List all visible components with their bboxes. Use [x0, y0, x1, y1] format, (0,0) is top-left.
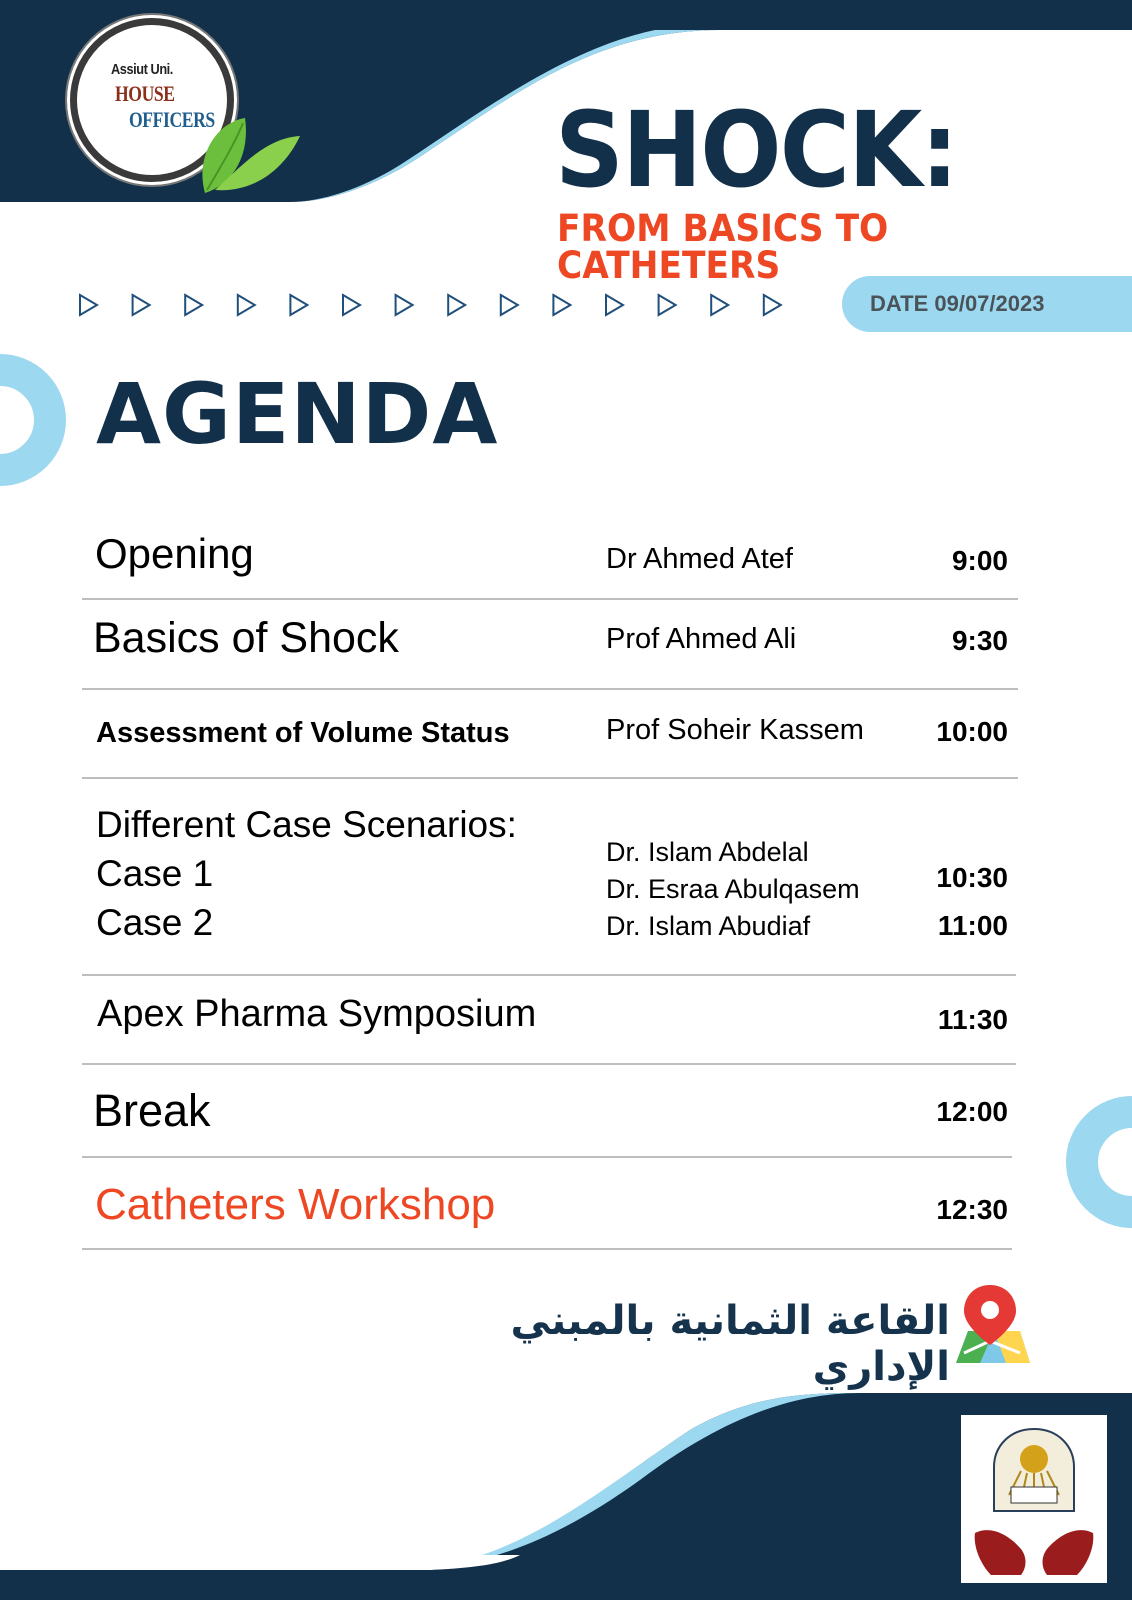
house-officers-logo: [70, 18, 310, 188]
event-subtitle: FROM BASICS TO CATHETERS: [557, 207, 889, 287]
row-divider: [82, 1063, 1016, 1065]
agenda-time: 12:30: [936, 1194, 1008, 1225]
agenda-speaker: Dr. Islam Abudiaf: [606, 911, 811, 941]
agenda-time: 11:30: [937, 1004, 1008, 1035]
assiut-university-badge: [958, 1412, 1110, 1586]
leaf-icon: [185, 98, 305, 198]
triangle-right-icon: [133, 295, 150, 315]
triangle-right-icon: [501, 295, 518, 315]
agenda-speaker: Dr. Islam Abdelal: [606, 837, 809, 867]
agenda-topic-line: Case 2: [96, 902, 214, 943]
agenda-time: 11:00: [937, 910, 1008, 941]
agenda-topic: Break: [93, 1085, 211, 1136]
agenda-speakers: [606, 834, 860, 945]
row-divider: [82, 777, 1018, 779]
triangle-right-icon: [606, 295, 623, 315]
event-location: القاعة الثمانية بالمبني الإداري: [510, 1298, 950, 1390]
event-date: DATE 09/07/2023: [870, 291, 1045, 316]
triangle-right-icon: [553, 295, 570, 315]
agenda-topic: Basics of Shock: [93, 614, 399, 662]
university-seal-icon: [961, 1415, 1107, 1583]
row-divider: [82, 688, 1018, 690]
agenda-heading: AGENDA: [96, 365, 499, 463]
row-divider: [82, 1156, 1012, 1158]
triangle-right-icon: [711, 295, 728, 315]
agenda-time: 10:30: [936, 862, 1008, 893]
agenda-topic: Assessment of Volume Status: [96, 717, 510, 749]
triangle-right-icon: [396, 295, 413, 315]
row-divider: [82, 598, 1018, 600]
triangle-right-icon: [185, 295, 202, 315]
map-pin-icon: [950, 1283, 1034, 1367]
triangle-right-icon: [659, 295, 676, 315]
agenda-topic-line: Case 1: [96, 853, 214, 894]
agenda-time: 9:30: [951, 625, 1008, 656]
decorative-arrow-row: [78, 290, 798, 320]
event-title: SHOCK:: [555, 89, 957, 211]
triangle-right-icon: [343, 295, 360, 315]
row-divider: [82, 974, 1016, 976]
agenda-time: 10:00: [936, 716, 1008, 747]
agenda-time: 12:00: [936, 1096, 1008, 1127]
agenda-time: 9:00: [951, 545, 1008, 576]
logo-line-1: Assiut Uni.: [111, 61, 173, 78]
triangle-right-icon: [448, 295, 465, 315]
agenda-speaker: Dr. Esraa Abulqasem: [606, 874, 860, 904]
agenda-topic-line: Different Case Scenarios:: [96, 804, 517, 845]
agenda-topic: Apex Pharma Symposium: [97, 993, 537, 1035]
logo-line-3: OFFICERS: [129, 107, 215, 132]
agenda-topic-multiline: [96, 800, 517, 947]
logo-line-2: HOUSE: [115, 81, 175, 106]
triangle-right-icon: [764, 295, 781, 315]
agenda-topic-highlight: Catheters Workshop: [95, 1180, 496, 1229]
agenda-topic: Opening: [95, 530, 254, 577]
agenda-speaker: Dr Ahmed Atef: [606, 543, 793, 575]
triangle-right-icon: [80, 295, 97, 315]
row-divider: [82, 1248, 1012, 1250]
triangle-right-icon: [290, 295, 307, 315]
agenda-speaker: Prof Ahmed Ali: [606, 623, 797, 655]
triangle-right-icon: [238, 295, 255, 315]
agenda-speaker: Prof Soheir Kassem: [606, 714, 864, 746]
